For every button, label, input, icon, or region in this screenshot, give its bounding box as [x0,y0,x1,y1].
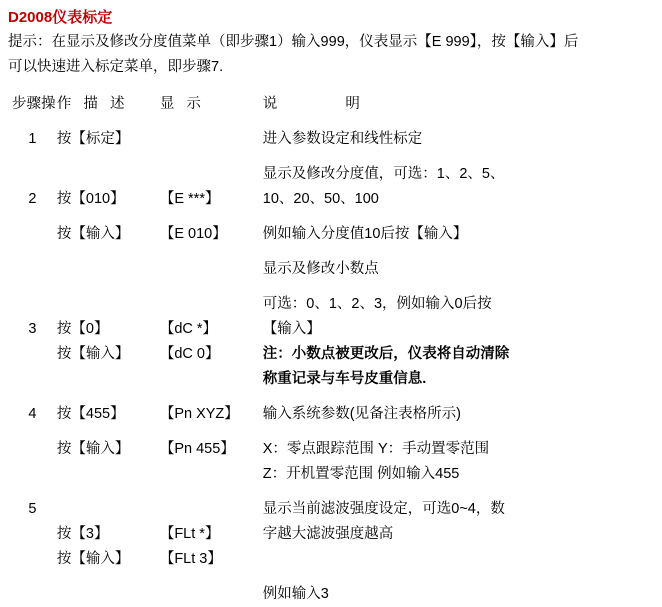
step-display [160,367,263,392]
step-number: 5 [28,501,37,517]
step-display: 【Pn 455】 [159,441,235,457]
step-display: 【E 010】 [159,226,227,242]
step-display [160,127,263,152]
step-operation: 按【输入】 [56,226,130,242]
step-note: 【输入】 [262,321,321,337]
table-row [8,437,654,462]
step-operation [57,497,160,522]
step-note: 可选：0、1、2、3，例如输入0后按 [262,296,492,312]
table-row [8,222,654,247]
step-number [8,437,57,462]
step-note: X：零点跟踪范围 Y：手动置零范围 [262,441,490,457]
step-number [8,462,57,487]
step-operation: 按【010】 [56,191,125,207]
table-row [8,462,654,487]
spacer [8,487,654,497]
step-note: 10、20、50、100 [262,191,379,207]
spacer [8,247,654,257]
step-note [263,547,654,572]
step-number [8,222,57,247]
step-number [8,367,57,392]
step-number [8,522,57,547]
step-operation: 按【3】 [56,526,109,542]
spacer [8,572,654,582]
step-operation [57,292,160,317]
step-number [8,547,57,572]
step-note: 显示当前滤波强度设定，可选0~4，数 [262,501,505,517]
table-row [8,342,654,367]
table-row [8,257,654,282]
step-note: 例如输入分度值10后按【输入】 [262,226,468,242]
header-step: 步骤操 [12,96,56,112]
step-operation: 按【标定】 [56,131,130,147]
step-number: 3 [28,321,37,337]
table-row [8,497,654,522]
table-row [8,292,654,317]
step-note: 进入参数设定和线性标定 [262,131,423,147]
step-note: 输入系统参数(见备注表格所示) [262,406,461,422]
header-operation: 作 描 述 [56,96,129,112]
header-note-left: 说 [262,96,278,112]
table-row [8,162,654,187]
step-note: 例如输入3 [262,586,329,602]
spacer [8,282,654,292]
step-operation: 按【输入】 [56,346,130,362]
step-display [160,257,263,282]
step-display: 【FLt *】 [159,526,220,542]
step-number [8,162,57,187]
step-number: 4 [28,406,37,422]
table-row [8,317,654,342]
header-note [263,92,654,117]
step-number [8,257,57,282]
table-row [8,547,654,572]
table-row [8,402,654,427]
spacer [8,117,654,127]
step-operation [57,462,160,487]
step-display [160,162,263,187]
step-operation: 按【455】 [56,406,125,422]
step-operation [57,367,160,392]
intro-line-1: 提示：在显示及修改分度值菜单（即步骤1）输入999，仪表显示【E 999】，按【输入】后 [8,34,579,50]
header-display: 显 示 [159,96,205,112]
step-note: 显示及修改分度值，可选：1、2、5、 [262,166,505,182]
spacer [8,427,654,437]
step-note: 称重记录与车号皮重信息. [262,371,427,387]
calibration-table [8,92,654,607]
step-display: 【dC 0】 [159,346,220,362]
step-operation [57,162,160,187]
step-display [160,462,263,487]
spacer [8,152,654,162]
table-row [8,127,654,152]
step-display: 【E ***】 [159,191,220,207]
intro-text [8,30,654,80]
table-row [8,367,654,392]
table-row [8,187,654,212]
step-operation [57,257,160,282]
step-note: 注：小数点被更改后，仪表将自动清除 [262,346,510,362]
step-display: 【Pn XYZ】 [159,406,239,422]
page-title: D2008仪表标定 [8,9,113,26]
step-number [8,292,57,317]
step-operation: 按【输入】 [56,441,130,457]
table-header-row [8,92,654,117]
step-operation: 按【0】 [56,321,109,337]
intro-line-2: 可以快速进入标定菜单，即步骤7. [8,59,224,75]
spacer [8,212,654,222]
table-row [8,522,654,547]
step-note: 显示及修改小数点 [262,261,379,277]
step-number: 1 [28,131,37,147]
header-note-right: 明 [345,96,360,112]
step-operation: 按【输入】 [56,551,130,567]
spacer [8,392,654,402]
step-number: 2 [28,191,37,207]
step-display: 【dC *】 [159,321,218,337]
step-note: Z：开机置零范围 例如输入455 [262,466,460,482]
step-display [160,497,263,522]
step-number [8,342,57,367]
step-display [160,292,263,317]
step-display: 【FLt 3】 [159,551,222,567]
step-note: 字越大滤波强度越高 [262,526,394,542]
